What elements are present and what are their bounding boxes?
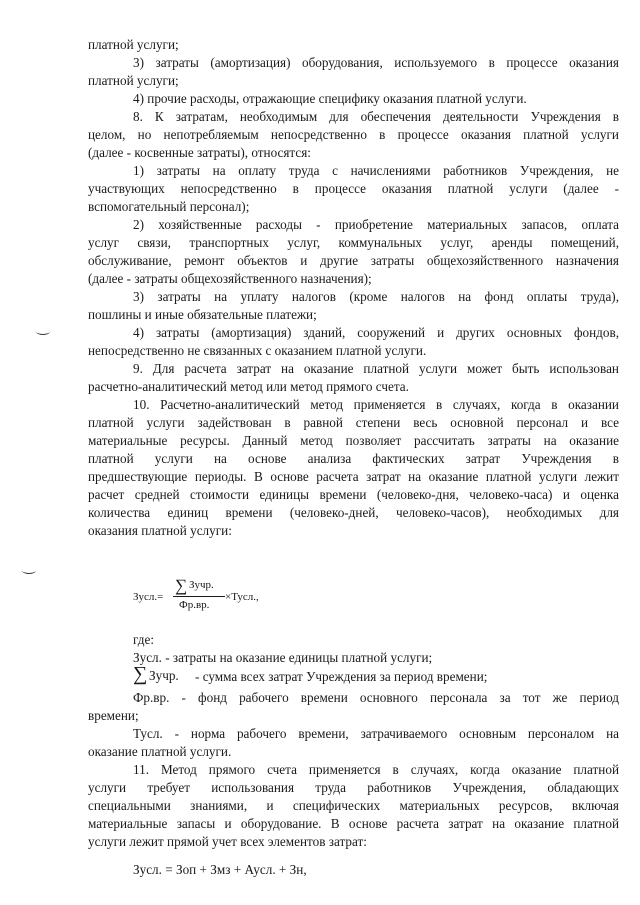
text-line: где: xyxy=(133,632,154,647)
text-line: (далее - косвенные затраты), относятся: xyxy=(88,145,311,160)
text-line: количества единиц времени (человеко-дней, человеко-часов), необходимых для xyxy=(88,505,619,520)
text-line: 11. Метод прямого счета применяется в случаях, когда оказание платной xyxy=(133,762,619,777)
cost-formula xyxy=(133,576,303,614)
text-line: Зусл. - затраты на оказание единицы платной услуги; xyxy=(133,650,433,665)
text-line: расчетно-аналитический метод или метод прямого счета. xyxy=(88,379,409,394)
text-line: Зусл. = Зоп + Змз + Аусл. + Зн, xyxy=(133,862,307,877)
text-line: услуги лежит прямой учет всех элементов затрат: xyxy=(88,834,367,849)
text-line: Тусл. - норма рабочего времени, затрачиваемого основным персоналом на xyxy=(133,726,619,741)
text-line: обслуживание, ремонт объектов и другие затраты общехозяйственного назначения xyxy=(88,253,619,268)
formula-denominator: Фр.вр. xyxy=(179,599,210,611)
text-line: материальные запасы и оборудование. В основе расчета затрат на оказание платной xyxy=(88,816,619,831)
text-line: оказания платной услуги: xyxy=(88,523,232,538)
text-line: 3) затраты (амортизация) оборудования, используемого в процессе оказания xyxy=(133,55,619,70)
text-line: Фр.вр. - фонд рабочего времени основного персонала за тот же период xyxy=(133,690,619,705)
sigma-symbol: ∑ xyxy=(175,576,188,595)
text-line: 8. К затратам, необходимым для обеспечения деятельности Учреждения в xyxy=(133,109,619,124)
text-line: платной услуги; xyxy=(88,73,179,88)
text-line: 3) затраты на уплату налогов (кроме налогов на фонд оплаты труда), xyxy=(133,289,619,304)
formula-rhs: ×Тусл., xyxy=(225,591,259,603)
text-line: оказание платной услуги. xyxy=(88,744,232,759)
text-line: услуг связи, транспортных услуг, коммунальных услуг, аренды помещений, xyxy=(88,235,619,250)
text-line: платной услуги задействован в равной степени весь основной персонал и все xyxy=(88,415,619,430)
margin-mark xyxy=(22,567,36,574)
text-line: платной услуги; xyxy=(88,37,179,52)
text-line: 9. Для расчета затрат на оказание платной услуги может быть использован xyxy=(133,361,619,376)
text-line: специальными знаниями, и специфических материальных ресурсов, включая xyxy=(88,798,619,813)
text-line: 10. Расчетно-аналитический метод применяется в случаях, когда в оказании xyxy=(133,397,619,412)
text-line: предшествующие периоды. В основе расчета затрат на оказание платной услуги лежит xyxy=(88,469,619,484)
text-line: участвующих непосредственно в процессе оказания платной услуги (далее - xyxy=(88,181,619,196)
text-line: 4) прочие расходы, отражающие специфику оказания платной услуги. xyxy=(133,91,527,106)
text-line: платной услуги на основе анализа фактических затрат Учреждения в xyxy=(88,451,619,466)
text-line: 2) хозяйственные расходы - приобретение материальных запасов, оплата xyxy=(133,217,619,232)
margin-mark xyxy=(36,328,50,335)
sum-variable: Зучр. xyxy=(149,668,179,683)
text-line: целом, но непотребляемым непосредственно в процессе оказания платной услуги xyxy=(88,127,619,142)
text-line: непосредственно не связанных с оказанием платной услуги. xyxy=(88,343,427,358)
text-line: материальные ресурсы. Данный метод позволяет рассчитать затраты на оказание xyxy=(88,433,619,448)
text-line: 4) затраты (амортизация) зданий, сооружений и других основных фондов, xyxy=(133,325,619,340)
text-line: услуги требует использования труда работников Учреждения, обладающих xyxy=(88,780,619,795)
text-line: времени; xyxy=(88,708,139,723)
text-line: - сумма всех затрат Учреждения за период времени; xyxy=(195,669,488,684)
text-line: вспомогательный персонал); xyxy=(88,199,250,214)
text-line: пошлины и иные обязательные платежи; xyxy=(88,307,317,322)
formula-numerator: Зучр. xyxy=(189,579,214,591)
fraction-bar xyxy=(173,596,225,597)
text-line: (далее - затраты общехозяйственного назначения); xyxy=(88,271,372,286)
sigma-symbol: ∑ xyxy=(133,663,148,685)
formula-lhs: Зусл.= xyxy=(133,591,164,603)
text-line: 1) затраты на оплату труда с начислениями работников Учреждения, не xyxy=(133,163,619,178)
text-line: расчет средней стоимости единицы времени (человеко-дня, человеко-часа) и оценка xyxy=(88,487,619,502)
